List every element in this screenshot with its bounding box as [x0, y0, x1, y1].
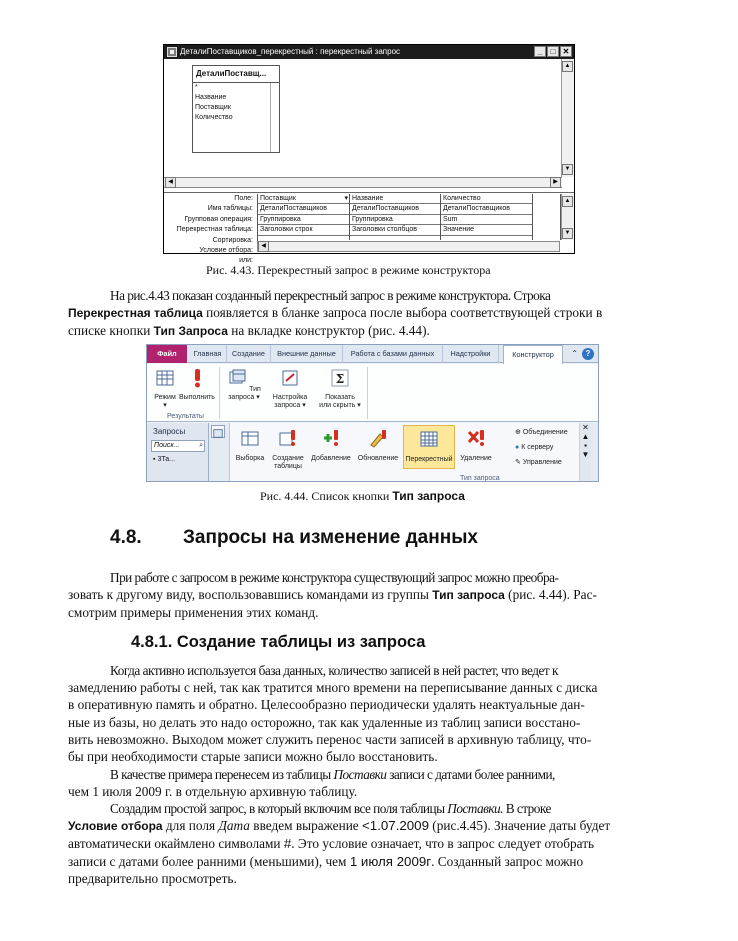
union-icon: ⊕ [515, 429, 521, 436]
query-type-label: запроса [228, 394, 255, 401]
text-span: Создадим простой запрос, в который включим все поля таблицы [110, 801, 448, 816]
expression-text: <1.07.2009 [362, 818, 429, 834]
table-pane-vscroll[interactable] [561, 59, 574, 177]
nav-search-input[interactable] [151, 440, 205, 452]
text-line [68, 322, 670, 340]
text-span: В качестве примера перенесем из таблицы [110, 767, 334, 782]
text-line: чем 1 июля 2009 г. в отдельную архивную таблицу. [68, 784, 358, 800]
fieldlist-table[interactable] [192, 65, 280, 153]
paragraph [68, 662, 670, 765]
bold-term: Тип Запроса [153, 324, 228, 339]
fieldlist-title: ДеталиПоставщ... [193, 66, 279, 83]
nav-title[interactable]: Запросы [153, 427, 186, 436]
fieldlist-item[interactable]: * [195, 84, 198, 91]
row-label: Групповая операция: [184, 215, 253, 223]
fieldlist-scrollbar[interactable] [270, 83, 279, 152]
scroll-up-icon[interactable]: ▲ [562, 61, 573, 72]
grid-column-empty[interactable] [533, 194, 561, 240]
grid-cell-group[interactable]: Группировка [258, 215, 349, 225]
grid-cell-field[interactable]: Название [350, 194, 440, 204]
grid-cell-table[interactable]: ДеталиПоставщиков [350, 204, 440, 214]
text-line: Когда активно используется база данных, количество записей в ней растет, что ведет к [110, 663, 558, 678]
maximize-button[interactable]: □ [547, 46, 559, 57]
figure-caption [260, 489, 465, 504]
query-setup-button[interactable]: Настройка запроса ▾ [269, 368, 311, 410]
run-button[interactable] [179, 368, 215, 402]
row-label: Имя таблицы: [207, 205, 253, 213]
grid-column [350, 194, 441, 240]
view-button[interactable] [151, 368, 179, 410]
show-hide-label: или скрыть [319, 402, 356, 409]
sigma-icon [330, 368, 350, 388]
crosstab-label: Перекрестный [405, 456, 453, 463]
grid-cell-field[interactable]: Количество [441, 194, 532, 204]
pass-through-button[interactable] [515, 440, 568, 455]
tab-designer[interactable]: Конструктор [503, 345, 563, 364]
text-span: для поля [162, 818, 219, 834]
scroll-up-icon[interactable]: ▲ [562, 196, 573, 207]
scroll-right-icon[interactable]: ▶ [550, 177, 561, 188]
text-span: зовать к другому виду, воспользовавшись командами из группы [68, 587, 433, 603]
group-separator [367, 367, 368, 419]
union-query-button[interactable] [515, 425, 568, 440]
scroll-down-icon[interactable]: ▼ [562, 228, 573, 239]
query-window-icon [167, 47, 177, 57]
select-query-label: Выборка [235, 455, 265, 462]
text-line: вить невозможно. Выходом может служить перенос части записей в архивную таблицу, что- [68, 731, 592, 747]
group-query-type-label: Тип запроса [460, 475, 500, 482]
access-ribbon [146, 344, 599, 482]
scroll-left-icon[interactable]: ◀ [258, 241, 269, 252]
text-span: . Это условие означает, что в запрос следует отобрать [291, 836, 595, 852]
text-span: на вкладке конструктор (рис. 4.44). [227, 323, 430, 339]
datasheet-view-icon [155, 368, 175, 388]
append-query-button[interactable] [308, 425, 354, 469]
minimize-ribbon-icon[interactable]: ⌃ [571, 349, 578, 358]
paragraph [68, 569, 670, 622]
query-type-dropdown-icon[interactable] [211, 425, 225, 438]
update-pencil-icon [368, 428, 388, 448]
search-icon[interactable]: ⌕ [199, 442, 203, 449]
scroll-down-icon[interactable]: ▼ [562, 164, 573, 175]
query-type-panel [229, 423, 591, 482]
text-line [68, 817, 670, 835]
grid-cell-table[interactable]: ДеталиПоставщиков [258, 204, 349, 214]
tab-file[interactable]: Файл [147, 345, 187, 363]
italic-term: Поставки [333, 767, 387, 782]
grid-vscroll[interactable] [561, 194, 574, 240]
text-span: автоматически окаймлено символами [68, 836, 284, 852]
group-results-label: Результаты [167, 413, 204, 420]
minimize-button[interactable]: _ [534, 46, 546, 57]
query-setup-icon [280, 368, 300, 388]
text-line: в оперативную память и обратно. Целесообразно периодически удалять неактуальные дан- [68, 697, 585, 713]
paragraph [68, 766, 670, 800]
append-icon [321, 428, 341, 448]
show-hide-label: Показать [325, 394, 355, 401]
nav-search-placeholder: Поиск... [154, 442, 180, 449]
tab-addins[interactable]: Надстройки [443, 345, 499, 363]
grid-cell-crosstab[interactable]: Заголовки строк [258, 225, 349, 235]
text-line: ные из базы, но делать это надо осторожно, так как удаленные из таблиц записи восстано- [68, 714, 581, 730]
query-type-label: Тип [249, 386, 261, 393]
pencil-icon: ✎ [515, 459, 521, 466]
text-line [68, 800, 670, 817]
text-span: списке кнопки [68, 323, 154, 339]
scroll-left-icon[interactable]: ◀ [165, 177, 176, 188]
view-label: Режим [154, 394, 176, 401]
text-span: записи с датами более ранними (меньшими), чем [68, 853, 350, 869]
text-line: замедлению работы с ней, так как тратится много времени на переписывание данных с диска [68, 680, 598, 696]
tab-create[interactable]: Создание [227, 345, 271, 363]
union-label: Объединение [522, 429, 568, 436]
tab-external-data[interactable]: Внешние данные [271, 345, 343, 363]
query-setup-label: Настройка [272, 394, 308, 401]
grid-cell-crosstab[interactable]: Заголовки столбцов [350, 225, 440, 235]
tab-home[interactable]: Главная [189, 345, 227, 363]
make-table-query-button[interactable] [268, 425, 308, 469]
paragraph [68, 287, 670, 341]
grid-column [258, 194, 350, 240]
crosstab-query-button[interactable] [403, 425, 455, 469]
row-label: Сортировка: [212, 236, 253, 244]
text-line [68, 835, 670, 852]
bold-term: Перекрестная таблица [68, 306, 203, 321]
group-separator [219, 367, 220, 419]
pass-through-label: К серверу [521, 444, 554, 451]
show-hide-button[interactable]: Σ Показать или скрыть ▾ [317, 368, 363, 410]
text-span: . Созданный запрос можно [431, 853, 584, 869]
tab-database-tools[interactable]: Работа с базами данных [343, 345, 443, 363]
table-pane [164, 59, 562, 177]
bold-term: Тип запроса [432, 588, 505, 603]
grid-cell-crosstab[interactable]: Значение [441, 225, 532, 235]
ribbon-tabs [147, 345, 598, 363]
lower-area [147, 423, 598, 482]
select-query-button[interactable] [232, 425, 268, 469]
query-setup-label: запроса [274, 402, 301, 409]
text-line: предварительно просмотреть. [68, 870, 237, 886]
make-table-label: таблицы [274, 463, 302, 470]
crosstab-icon [419, 429, 439, 449]
data-definition-button[interactable] [515, 455, 568, 470]
fieldlist-item[interactable]: Количество [195, 114, 233, 121]
row-label: Поле: [234, 195, 253, 202]
dropdown-arrow-icon: ▾ [163, 402, 167, 409]
grid-cell-group[interactable]: Sum [441, 215, 532, 225]
paragraph [68, 800, 670, 887]
svg-text:Σ: Σ [335, 372, 345, 386]
make-table-icon [278, 428, 298, 448]
globe-icon: ● [515, 444, 520, 451]
grid-hscroll[interactable] [257, 241, 560, 252]
make-table-label: Создание [272, 455, 304, 462]
grid-cell-field[interactable]: Поставщик ▾ [258, 194, 349, 204]
text-line: На рис.4.43 показан созданный перекрестный запрос в режиме конструктора. Строка [110, 288, 551, 303]
run-label: Выполнить [179, 394, 215, 401]
row-label: или: [239, 257, 253, 265]
text-line: смотрим примеры применения этих команд. [68, 605, 319, 621]
text-span: записи с датами более ранними, [386, 767, 555, 782]
select-query-icon [240, 428, 260, 448]
append-label: Добавление [311, 455, 351, 462]
italic-term: Поставки. [447, 801, 503, 816]
query-type-button[interactable]: Тип запроса ▾ [227, 368, 261, 402]
text-span: введем выражение [249, 818, 363, 834]
query-side-list [515, 425, 568, 470]
section-title: Запросы на изменение данных [183, 527, 478, 548]
delete-x-icon [466, 428, 486, 448]
row-label: Перекрестная таблица: [176, 226, 253, 234]
close-button[interactable]: ✕ [560, 46, 572, 57]
query-type-icon [227, 368, 247, 388]
query-grid-area [164, 194, 574, 265]
section-number: 4.8. [110, 527, 142, 548]
nav-item-label: 3Та... [157, 456, 176, 463]
grid-row-labels [164, 194, 256, 267]
subsection-title: 4.8.1. Создание таблицы из запроса [131, 633, 426, 651]
grid-cell-group[interactable]: Группировка [350, 215, 440, 225]
fieldlist-item[interactable]: Название [195, 94, 227, 101]
row-label: Условие отбора: [199, 246, 253, 254]
caption-text: Рис. 4.44. Список кнопки [260, 489, 393, 503]
panel-close-icon[interactable]: ✕ ▲ ▪ ▼ [579, 423, 591, 482]
query-designer-window [163, 44, 575, 265]
help-icon[interactable]: ? [582, 348, 594, 360]
text-line [68, 766, 670, 783]
figure-caption: Рис. 4.43. Перекрестный запрос в режиме конструктора [206, 263, 491, 277]
data-definition-label: Управление [522, 459, 562, 466]
text-span: В строке [502, 801, 551, 816]
text-span: (рис.4.45). Значение даты будет [428, 818, 611, 834]
caption-bold: Тип запроса [392, 489, 465, 503]
window-title: ДеталиПоставщиков_перекрестный : перекрестный запрос [180, 47, 401, 56]
fieldlist-item[interactable]: Поставщик [195, 104, 231, 111]
text-line: бы при необходимости старые записи можно было восстановить. [68, 749, 438, 765]
delete-label: Удаление [460, 455, 492, 462]
delete-query-button[interactable] [456, 425, 496, 469]
grid-cell-table[interactable]: ДеталиПоставщиков [441, 204, 532, 214]
expression-text: 1 июля 2009г [349, 853, 432, 869]
pane-splitter[interactable] [164, 189, 574, 193]
text-span: появляется в бланке запроса после выбора соответствующей строки в [202, 305, 603, 321]
text-span: (рис. 4.44). Рас- [504, 587, 597, 603]
window-titlebar [164, 45, 574, 59]
exclamation-icon [187, 368, 207, 388]
update-label: Обновление [357, 455, 399, 462]
ribbon-band [147, 364, 598, 422]
text-line [68, 304, 670, 322]
bold-term: Условие отбора [68, 819, 163, 834]
text-line: При работе с запросом в режиме конструктора существующий запрос можно преобра- [110, 570, 559, 585]
nav-item[interactable]: ▪ 3Та... [153, 456, 176, 463]
expression-text: # [283, 836, 292, 852]
italic-term: Дата [218, 818, 250, 834]
grid-column [441, 194, 533, 240]
text-line [68, 853, 670, 870]
table-pane-hscroll[interactable] [164, 177, 562, 188]
update-query-button[interactable] [354, 425, 402, 469]
text-line [68, 586, 670, 604]
navigation-pane [147, 423, 209, 482]
